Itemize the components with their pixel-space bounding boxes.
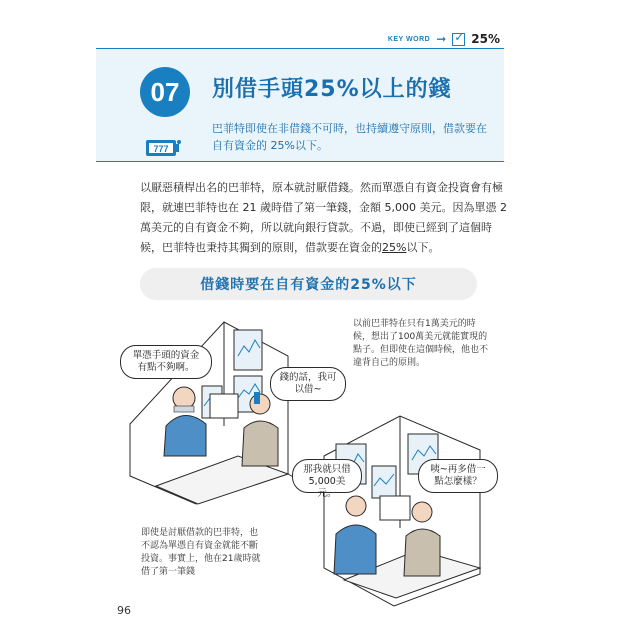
- keyword-value: 25%: [471, 32, 500, 46]
- section-title: 借錢時要在自有資金的25%以下: [140, 268, 477, 300]
- arrow-right-icon: ➞: [436, 32, 447, 46]
- intro-text: 以厭惡積桿出名的巴菲特，原本就討厭借錢。然而單憑自有資金投資會有極限，就連巴菲特也在 21 歲時借了第一筆錢，金額 5,000 美元。因為單憑 2 萬美元的自有資金不夠，所以就向銀行貸款。不過，即使已經到了這個時候，巴菲特也秉持其獨到的原則，借款要在資金的: [140, 181, 507, 254]
- intro-paragraph: [140, 178, 508, 258]
- keyword-tag: [388, 32, 500, 46]
- caption-left: 即使是討厭借款的巴菲特，也不認為單憑自有資金就能不斷投資。事實上，他在21歲時就借了第一筆錢: [141, 528, 261, 577]
- speech-bubble-4: 咦~再多借一點怎麼樣？: [418, 459, 498, 493]
- speech-bubble-3: 那我就只借5,000美元。: [292, 459, 362, 493]
- checkbox-icon: [452, 33, 465, 46]
- keyword-label: KEY WORD: [387, 35, 431, 43]
- slot-machine-icon: [145, 138, 181, 158]
- slot-text: 777: [153, 144, 169, 154]
- page-number: 96: [117, 604, 131, 617]
- caption-right: 以前巴菲特在只有1萬美元的時候，想出了100萬美元就能實現的點子。但即使在這個時候，他也不違背自己的原則。: [353, 319, 489, 368]
- chapter-subtitle: 巴菲特即使在非借錢不可時，也持續遵守原則，借款要在自有資金的 25%以下。: [212, 122, 487, 152]
- intro-tail: 以下。: [406, 241, 440, 254]
- chapter-number: 07: [140, 67, 190, 117]
- chapter-title: 別借手頭25%以上的錢: [212, 77, 452, 102]
- speech-bubble-1: 單憑手頭的資金有點不夠啊。: [120, 345, 212, 379]
- speech-bubble-2: 錢的話，我可以借~: [270, 367, 346, 401]
- intro-highlight: 25%: [382, 241, 407, 254]
